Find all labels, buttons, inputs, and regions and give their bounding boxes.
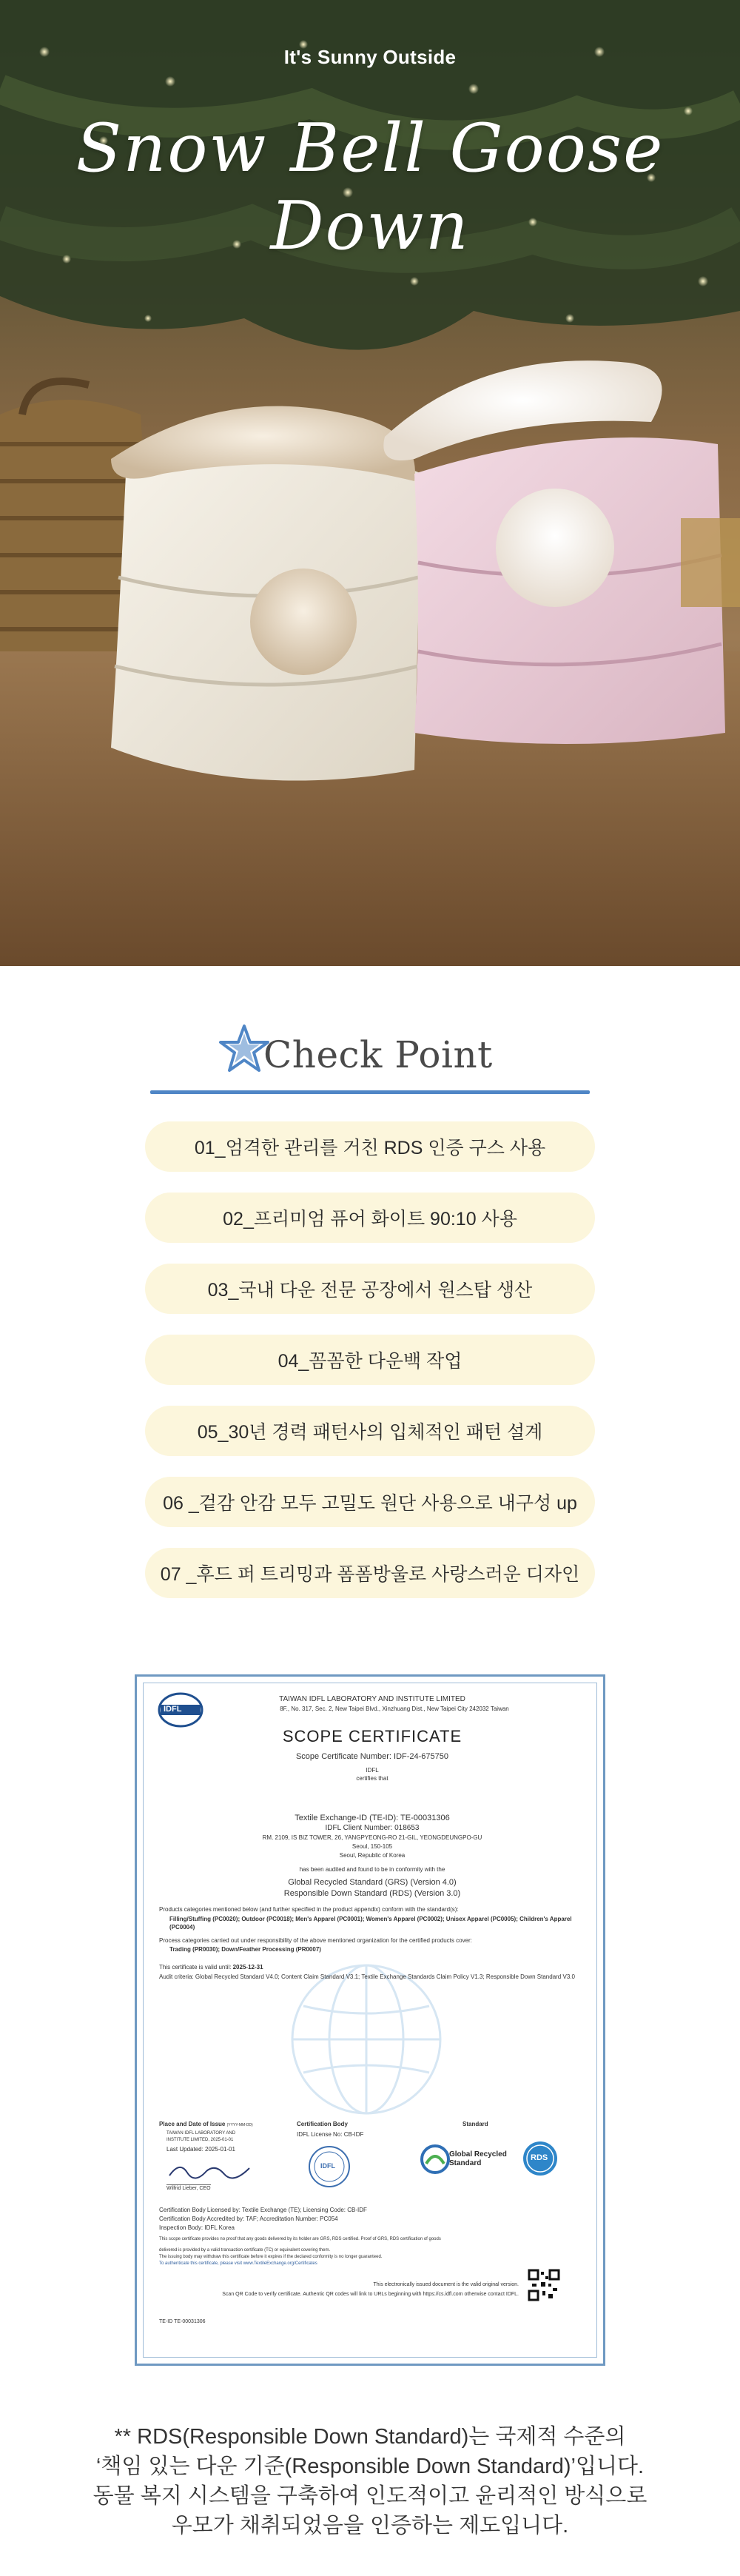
signature-name: Wilfrid Lieber, CEO bbox=[166, 2186, 211, 2191]
rds-logo-text: RDS bbox=[531, 2153, 548, 2162]
qr-code-icon bbox=[528, 2269, 560, 2301]
cert-org: TAIWAN IDFL LABORATORY AND INSTITUTE LIMITED bbox=[279, 1695, 465, 1703]
footnote-line: 동물 복지 시스템을 구축하여 인도적이고 윤리적인 방식으로 bbox=[92, 2484, 648, 2508]
idfl-seal-text: IDFL bbox=[320, 2162, 335, 2170]
check-point-list bbox=[145, 1121, 595, 1619]
cert-client-number: IDFL Client Number: 018653 bbox=[325, 1824, 420, 1832]
accredited-by: Certification Body Accredited by: TAF; Accreditation Number: PC054 bbox=[159, 2216, 338, 2222]
cert-standard-grs: Global Recycled Standard (GRS) (Version 4.0) bbox=[288, 1878, 457, 1887]
globe-watermark-icon bbox=[285, 1958, 448, 2121]
footnote-line: 우모가 채취되었음을 인증하는 제도입니다. bbox=[171, 2514, 569, 2538]
grs-logo-text: Global Recycled Standard bbox=[449, 2150, 507, 2167]
cert-issuer: IDFL bbox=[366, 1767, 379, 1774]
cert-valid-date: 2025-12-31 bbox=[232, 1964, 263, 1970]
scope-certificate bbox=[135, 1674, 605, 2366]
check-point-item: 05_30년 경력 패턴사의 입체적인 패턴 설계 bbox=[145, 1406, 595, 1456]
cert-process-intro: Process categories carried out under responsibility of the above mentioned organization for the certified products cover: bbox=[159, 1937, 472, 1944]
fine-print-line2: delivered is provided by a valid transaction certificate (TC) or equivalent covering them. bbox=[159, 2248, 331, 2253]
check-point-item: 06 _겉감 안감 모두 고밀도 원단 사용으로 내구성 up bbox=[145, 1477, 595, 1527]
cert-valid-row bbox=[159, 1964, 263, 1970]
check-point-item: 07 _후드 퍼 트리밍과 폼폼방울로 사랑스러운 디자인 bbox=[145, 1548, 595, 1598]
place-value-line2: INSTITUTE LIMITED, 2025-01-01 bbox=[166, 2138, 234, 2142]
cert-audited: has been audited and found to be in conformity with the bbox=[299, 1866, 445, 1873]
footnote-line: ‘책임 있는 다운 기준(Responsible Down Standard)’입니다. bbox=[95, 2455, 645, 2478]
check-point-item: 02_프리미엄 퓨어 화이트 90:10 사용 bbox=[145, 1193, 595, 1243]
valid-original: This electronically issued document is the valid original version. bbox=[373, 2282, 519, 2287]
cert-standard-rds: Responsible Down Standard (RDS) (Version 3.0) bbox=[283, 1889, 461, 1898]
fine-print-line1: This scope certificate provides no proof that any goods delivered by its holder are GRS, RDS certified. Proof of GRS, RDS certification of goods bbox=[159, 2237, 441, 2241]
check-point-item: 03_국내 다운 전문 공장에서 원스탑 생산 bbox=[145, 1264, 595, 1314]
check-point-title: Check Point bbox=[263, 1033, 493, 1076]
check-point-divider bbox=[150, 1090, 590, 1094]
hero-photo bbox=[0, 0, 740, 966]
cert-valid-label: This certificate is valid until: bbox=[159, 1964, 232, 1970]
cert-address-line2: Seoul, 150-105 bbox=[352, 1843, 393, 1850]
cert-categories-intro: Products categories mentioned below (and further specified in the product appendix) conform with the standard(s): bbox=[159, 1906, 459, 1913]
cert-te-id: Textile Exchange-ID (TE-ID): TE-00031306 bbox=[295, 1814, 450, 1822]
check-point-item: 04_꼼꼼한 다운백 작업 bbox=[145, 1335, 595, 1385]
last-updated: Last Updated: 2025-01-01 bbox=[166, 2146, 235, 2153]
fine-print-line3: The issuing body may withdraw this certificate before it expires if the declared conformity is no longer guaranteed. bbox=[159, 2255, 383, 2259]
licensed-by: Certification Body Licensed by: Textile Exchange (TE); Licensing Code: CB-IDF bbox=[159, 2207, 367, 2213]
footnote-line: ** RDS(Responsible Down Standard)는 국제적 수준의 bbox=[114, 2425, 626, 2449]
cert-org-address: 8F., No. 317, Sec. 2, New Taipei Blvd., Xinzhuang Dist., New Taipei City 242032 Taiwan bbox=[280, 1705, 509, 1712]
place-date-row bbox=[159, 2121, 253, 2127]
cert-certifies: certifies that bbox=[356, 1775, 388, 1782]
cert-audit-criteria: Audit criteria: Global Recycled Standard V4.0; Content Claim Standard V3.1; Textile Exchange Standards Claim Policy V1.3; Responsible Down Standard V3.0 bbox=[159, 1973, 575, 1980]
check-point-header bbox=[0, 1020, 740, 1087]
place-value-line1: TAIWAN IDFL LABORATORY AND bbox=[166, 2131, 236, 2136]
inspection-body: Inspection Body: IDFL Korea bbox=[159, 2224, 235, 2231]
cert-address-line1: RM. 2109, IS BIZ TOWER, 26, YANGPYEONG-RO 21-GIL, YEONGDEUNGPO-GU bbox=[262, 1834, 482, 1841]
place-date-label: Place and Date of Issue bbox=[159, 2121, 226, 2127]
cert-body-label: Certification Body bbox=[297, 2121, 348, 2127]
te-id-footer: TE-ID TE-00031306 bbox=[159, 2319, 206, 2324]
cert-categories: Filling/Stuffing (PC0020); Outdoor (PC0018); Men's Apparel (PC0001); Women's Apparel (PC0002); Unisex Apparel (PC0005); Children's Apparel (PC0004) bbox=[169, 1916, 572, 1931]
place-date-format: (YYYY-MM-DD) bbox=[226, 2123, 253, 2127]
grs-logo-icon bbox=[420, 2141, 450, 2178]
idfl-logo-text: IDFL bbox=[164, 1705, 182, 1714]
rds-footnote bbox=[0, 2422, 740, 2540]
scan-qr-note: Scan QR Code to verify certificate. Authentic QR codes will link to URLs beginning with https://cs.idfl.com otherwise contact IDFL. bbox=[222, 2292, 519, 2297]
hero-subtitle: It's Sunny Outside bbox=[283, 46, 457, 68]
signature-icon bbox=[166, 2158, 255, 2183]
cert-title: SCOPE CERTIFICATE bbox=[282, 1727, 462, 1745]
fine-print-line4: To authenticate this certificate, please visit www.TextileExchange.org/Certificates bbox=[159, 2261, 317, 2266]
cert-process: Trading (PR0030); Down/Feather Processing (PR0007) bbox=[169, 1946, 321, 1953]
cert-license: IDFL License No: CB-IDF bbox=[297, 2131, 364, 2138]
hero-title: Snow Bell Goose Down bbox=[75, 110, 665, 265]
check-point-item: 01_엄격한 관리를 거친 RDS 인증 구스 사용 bbox=[145, 1121, 595, 1172]
standard-label: Standard bbox=[462, 2121, 488, 2127]
cert-address-line3: Seoul, Republic of Korea bbox=[339, 1852, 406, 1859]
cert-number: Scope Certificate Number: IDF-24-675750 bbox=[295, 1752, 449, 1761]
